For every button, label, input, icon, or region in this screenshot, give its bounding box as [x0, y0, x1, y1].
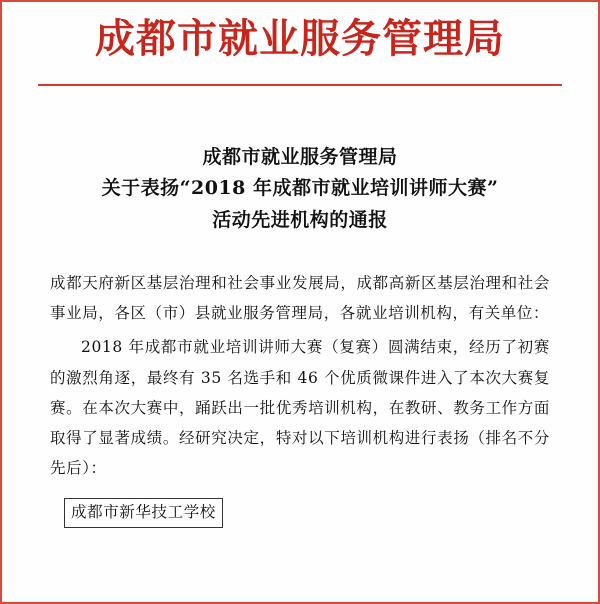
- commended-organization-item: 成都市新华技工学校: [64, 498, 223, 528]
- red-divider-rule: [38, 84, 562, 86]
- body-paragraph: 2018 年成都市就业培训讲师大赛（复赛）圆满结束，经历了初赛的激烈角逐，最终有 35 名选手和 46 个优质微课件进入了本次大赛复赛。在本次大赛中，踊跃出一批优秀培训机构，在教研、教务工作方面取得了显著成绩。经研究决定，特对以下培训机构进行表扬（排名不分先后）：: [50, 338, 550, 478]
- document-title-block: [50, 142, 550, 236]
- document-body: [2, 142, 598, 528]
- document-title-line-2: 关于表扬“2018 年成都市就业培训讲师大赛”: [101, 177, 499, 200]
- document-title-line-3: 活动先进机构的通报: [212, 208, 388, 231]
- addressee-paragraph: 成都天府新区基层治理和社会事业发展局，成都高新区基层治理和社会事业局，各区（市）县就业服务管理局，各就业培训机构，有关单位：: [50, 274, 550, 323]
- document-header: [2, 2, 598, 62]
- issuing-authority-heading: 成都市就业服务管理局: [95, 15, 505, 62]
- document-title-line-1: 成都市就业服务管理局: [202, 146, 398, 168]
